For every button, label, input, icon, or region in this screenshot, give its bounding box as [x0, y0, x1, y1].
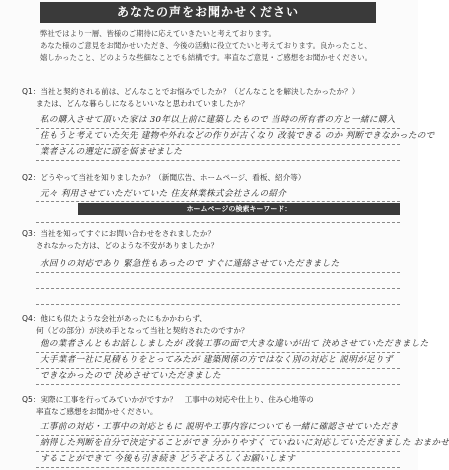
question-1-line: Q1：当社と契約される前は、どんなことでお悩みでしたか？（どんなことを解決したかったか？） — [22, 87, 360, 96]
answer-rule — [36, 435, 400, 436]
answer-2 — [40, 186, 398, 202]
question-5-line: 率直なご感想をお聞かせください。 — [36, 407, 158, 416]
answer-rule — [36, 288, 400, 289]
answer-4-line: 大手業者一社に見積もりをとってみたが 建築関係の方ではなく別の対応と 説明が足りず — [40, 355, 393, 365]
answer-rule — [36, 451, 400, 452]
question-1-line: または、どんな暮らしになるといいなと思われていましたか？ — [36, 99, 249, 108]
question-3-line: Q3：当社を知ってすぐにお問い合わせをされましたか？ — [22, 229, 216, 238]
answer-rule — [36, 272, 400, 273]
question-4-line: 何（どの部分）が決め手となって当社と契約されたのですか？ — [36, 326, 249, 335]
answer-5 — [40, 419, 449, 467]
answer-1-line: 住もうと考えていた矢先 建物や外れなどの作りが古くなり 改装できる のか 判断できなかったので — [40, 131, 435, 141]
question-1 — [22, 86, 359, 110]
question-4 — [22, 313, 249, 337]
intro-line: あなた様のご意見をお聞かせいただき、今後の活動に役立てたいと考えております。良かったこと、 — [40, 41, 372, 50]
intro-text — [40, 28, 390, 64]
page-title: あなたの声をお聞かせください — [40, 2, 376, 23]
answer-rule — [36, 222, 400, 223]
answer-rule — [36, 352, 400, 353]
question-3 — [22, 228, 218, 252]
answer-rule — [36, 144, 400, 145]
answer-5-line: 工事前の対応・工事中の対応ともに 説明や工事内容についても一緒に確認させていただき — [40, 422, 399, 432]
question-5-line: Q5：実際に工事を行ってみていかがですか？ 工事中の対応や仕上り、住み心地等の — [22, 395, 314, 404]
answer-4-line: できなかったので 決めさせていただきました — [40, 371, 221, 381]
answer-rule — [36, 467, 400, 468]
answer-rule — [36, 368, 400, 369]
question-5 — [22, 394, 314, 418]
answer-1-line: 私の購入させて頂いた家は 30年以上前に建築したもので 当時の所有者の方と一緒に購入 — [40, 115, 396, 125]
answer-4 — [40, 336, 429, 384]
answer-rule — [36, 160, 400, 161]
question-4-line: Q4：他にも似たような会社があったにもかかわらず、 — [22, 314, 207, 323]
answer-1 — [40, 112, 435, 160]
answer-3 — [40, 256, 398, 272]
intro-line: 弊社ではより一層、皆様のご期待に応えていきたいと考えております。 — [40, 29, 276, 38]
answer-4-line: 他の業者さんともお話ししましたが 改装工事の面で大きな違いが出て 決めさせていただきました — [40, 339, 429, 349]
question-2: Q2：どうやって当社を知りましたか？（新聞広告、ホームページ、看板、紹介等） — [22, 173, 306, 182]
answer-2-line: 元々 利用させていただいていた 住友林業株式会社さんの紹介 — [40, 189, 287, 199]
answer-rule — [36, 128, 400, 129]
answer-rule — [36, 304, 400, 305]
answer-5-line: することができて 今後も引き続き どうぞよろしくお願いします — [40, 454, 296, 464]
question-3-line: されなかった方は、どのような不安がありましたか？ — [36, 241, 219, 250]
answer-3-line: 水回りの対応であり 緊急性もあったので すぐに連絡させていただきました — [40, 259, 340, 269]
answer-rule — [36, 384, 400, 385]
answer-1-line: 業者さんの選定に頭を悩ませました — [40, 147, 183, 157]
answer-rule — [36, 201, 400, 202]
answer-5-line: 納得した判断を自分で決定することができ 分かりやすく ていねいに対応していただきました おまかせ — [40, 438, 449, 448]
intro-line: 嬉しかったこと、どのような些細なことでも結構です。率直なご意見・ご感想をお聞かせください。 — [40, 53, 372, 62]
homepage-keyword-label: ホームページの検索キーワード： — [78, 203, 400, 215]
